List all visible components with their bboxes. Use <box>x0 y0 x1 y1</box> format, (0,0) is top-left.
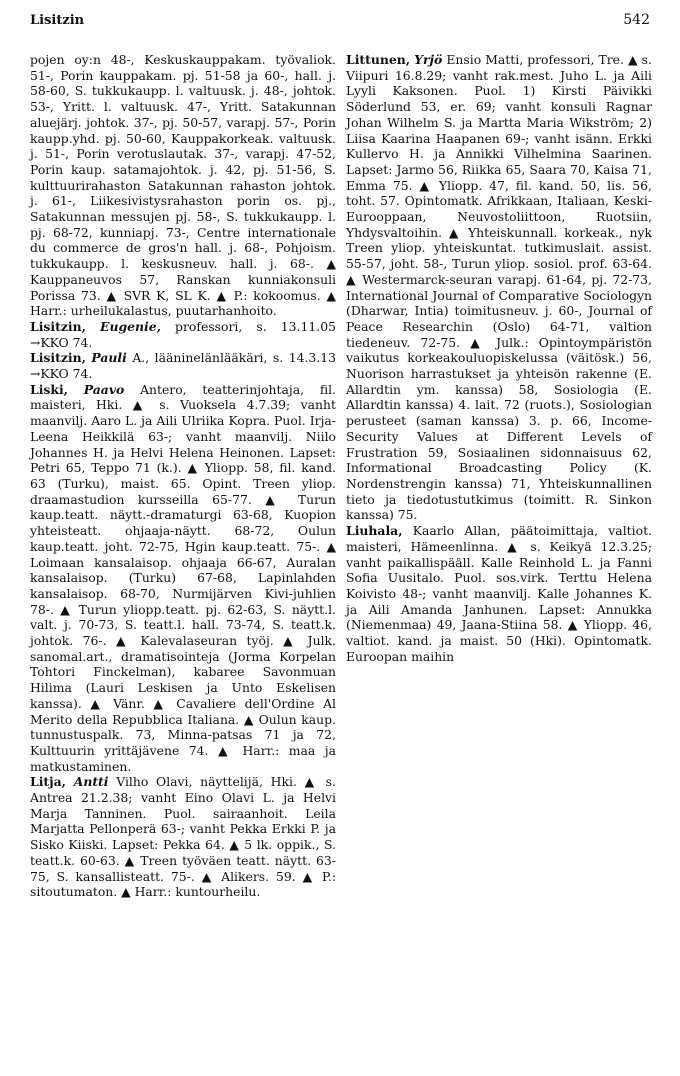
entry-text: pojen oy:n 48-, Keskuskauppakam. työvaliok. 51-, Porin kauppakam. pj. 51-58 ja 60-, hall. j. 58-60, S. tukkukaupp. l. valtuusk. j. 48-, johtok. 53-, Yritt. l. valtuusk. 47-, Yritt. Satakunnan aluejärj. johtok. 37-, pj. 50-57, varapj. 57-, Porin kaupp.yhd. pj. 50-60, Kauppakorkeak. valtuusk. j. 51-, Porin verotuslautak. 37-, varapj. 47-52, Porin kaup. satamajohtok. j. 42, pj. 51-56, S. kulttuurirahaston Satakunnan rahaston johtok. j. 61-, Liikesivistysrahaston porin os. pj., Satakunnan messujen pj. 58-, S. tukkukaupp. l. pj. 68-72, kunniapj. 73-, Centre internationale du commerce de gros'n hall. j. 68-, Pohjoism. tukkukaupp. l. keskusneuv. hall. j. 68-. ▲ Kauppaneuvos 57, Ranskan kunniakonsuli Porissa 73. ▲ SVR K, SL K. ▲ P.: kokoomus. ▲ Harr.: urheilukalastus, puutarhanhoito. <box>30 52 336 319</box>
entry-litja-antti <box>30 774 336 900</box>
right-column <box>346 52 652 1062</box>
entry-text: professori, s. 13.11.05 →KKO 74. <box>30 318 336 350</box>
entry-surname: Lisitzin, <box>30 318 86 334</box>
entry-surname: Liuhala, <box>346 523 403 539</box>
entry-text: A., lääninelänlääkäri, s. 14.3.13 →KKO 74. <box>30 350 336 382</box>
entry-surname: Litja, <box>30 774 66 790</box>
left-column <box>30 52 336 1062</box>
page-number: 542 <box>623 12 650 28</box>
entry-lisitzin-pauli <box>30 350 336 381</box>
entry-given-name: Eugenie, <box>100 318 161 334</box>
entry-lisitzin-eugenie <box>30 319 336 350</box>
running-head <box>30 12 650 34</box>
entry-text: Kaarlo Allan, päätoimittaja, valtiot. maisteri, Hämeenlinna. ▲ s. Keikyä 12.3.25; vanht paikallispääll. Kalle Reinhold L. ja Fanni Sofia Uusitalo. Puol. sos.virk. Terttu Helena Koivisto 48-; vanht maanvilj. Kalle Johannes K. ja Aili Amanda Janhunen. Lapset: Annukka (Niemenmaa) 49, Jaana-Stiina 58. ▲ Yliopp. 46, valtiot. kand. ja maist. 50 (Hki). Opintomatk. Euroopan maihin <box>346 523 652 664</box>
entry-liski-paavo <box>30 382 336 775</box>
entry-liuhala-allan <box>346 523 652 664</box>
entry-given-name: Antti <box>73 774 109 790</box>
entry-surname: Lisitzin, <box>30 350 86 366</box>
entry-given-name: Pauli <box>91 350 127 366</box>
entry-littunen-yrjo <box>346 52 652 523</box>
entry-text: Ensio Matti, professori, Tre. ▲ s. Viipuri 16.8.29; vanht rak.mest. Juho L. ja Aili Lyyli Kaksonen. Puol. 1) Kirsti Päivikki Söderlund 53, er. 69; vanht konsuli Ragnar Johan Wilhelm S. ja Martta Maria Wikström; 2) Liisa Kaarina Haapanen 69-; vanht isänn. Erkki Kullervo H. ja Annikki Vilhelmina Saarinen. Lapset: Jarmo 56, Riikka 65, Saara 70, Kaisa 71, Emma 75. ▲ Yliopp. 47, fil. kand. 50, lis. 56, toht. 57. Opintomatk. Afrikkaan, Italiaan, Keski-Eurooppaan, Neuvostoliittoon, Ruotsiin, Yhdysvaltoihin. ▲ Yhteiskunnall. korkeak., nyk Treen yliop. yhteiskuntat. tutkimuslait. assist. 55-57, joht. 58-, Turun yliop. sosiol. prof. 63-64. ▲ Westermarck-seuran varapj. 61-64, pj. 72-73, International Journal of Comparative Sociologyn (Dharwar, Intia) toimitusneuv. j. 60-, Journal of Peace Researchin (Oslo) 64-71, valtion tiedeneuv. 72-75. ▲ Julk.: Opintoympäristön vaikutus korkeakouluopiskelussa (väitösk.) 56, Nuorison harrastukset ja yhteisön rakenne (E. Allardtin ym. kanssa) 58, Sosiologia (E. Allardtin kanssa) 4. lait. 72 (ruots.), Sosiologian perusteet (saman kanssa) 3. p. 66, Income-Security Values at Different Levels of Frustration 59, Sosiaalinen sidonnaisuus 62, Informational Broadcasting Policy (K. Nordenstrengin kanssa) 71, Yhteiskunnallinen tieto ja tiedotustutkimus (toimitt. R. Sinkon kanssa) 75. <box>346 52 652 523</box>
entry-surname: Littunen, <box>346 52 411 67</box>
entry-lisitzin-continued <box>30 52 336 319</box>
running-head-title: Lisitzin <box>30 13 85 28</box>
entry-text: Vilho Olavi, näyttelijä, Hki. ▲ s. Antrea 21.2.38; vanht Eino Olavi L. ja Helvi Marja Tanninen. Puol. sairaanhoit. Leila Marjatta Pellonperä 63-; vanht Pekka Erkki P. ja Sisko Kiiski. Lapset: Pekka 64. ▲ 5 lk. oppik., S. teatt.k. 60-63. ▲ Treen työväen teatt. näytt. 63-75, S. kansallisteatt. 75-. ▲ Alikers. 59. ▲ P.: sitoutumaton. ▲ Harr.: kuntourheilu. <box>30 774 336 900</box>
entry-given-name: Yrjö <box>414 52 443 67</box>
entry-given-name: Paavo <box>83 381 125 397</box>
text-columns <box>30 52 652 1062</box>
entry-surname: Liski, <box>30 381 69 397</box>
entry-text: Antero, teatterinjohtaja, fil. maisteri, Hki. ▲ s. Vuoksela 4.7.39; vanht maanvilj. Aaro L. ja Aili Ulriika Kopra. Puol. Irja-Leena Heikkilä 63-; vanht maanvilj. Niilo Johannes H. ja Helvi Helena Heinonen. Lapset: Petri 65, Teppo 71 (k.). ▲ Yliopp. 58, fil. kand. 63 (Turku), maist. 65. Opint. Treen yliop. draamastudion kursseilla 65-77. ▲ Turun kaup.teatt. näytt.-dramaturgi 63-68, Kuopion yhteisteatt. ohjaaja-näytt. 68-72, Oulun kaup.teatt. joht. 72-75, Hgin kaup.teatt. 75-. ▲ Loimaan kansalaisop. ohjaaja 66-67, Auralan kansalaisop. (Turku) 67-68, Lapinlahden kansalaisop. 68-70, Nurmijärven Kivi-juhlien 78-. ▲ Turun yliopp.teatt. pj. 62-63, S. näytt.l. valt. j. 70-73, S. teatt.l. hall. 73-74, S. teatt.k. johtok. 76-. ▲ Kalevalaseuran työj. ▲ Julk. sanomal.art., dramatisointeja (Jorma Korpelan Tohtori Finckelman), kabaree Savonmuan Hilima (Lauri Leskisen ja Unto Eskelisen kanssa). ▲ Vänr. ▲ Cavaliere dell'Ordine Al Merito della Repubblica Italiana. ▲ Oulun kaup. tunnustuspalk. 73, Minna-patsas 71 ja 72, Kulttuurin yrittäjävene 74. ▲ Harr.: maa ja matkustaminen. <box>30 381 336 774</box>
